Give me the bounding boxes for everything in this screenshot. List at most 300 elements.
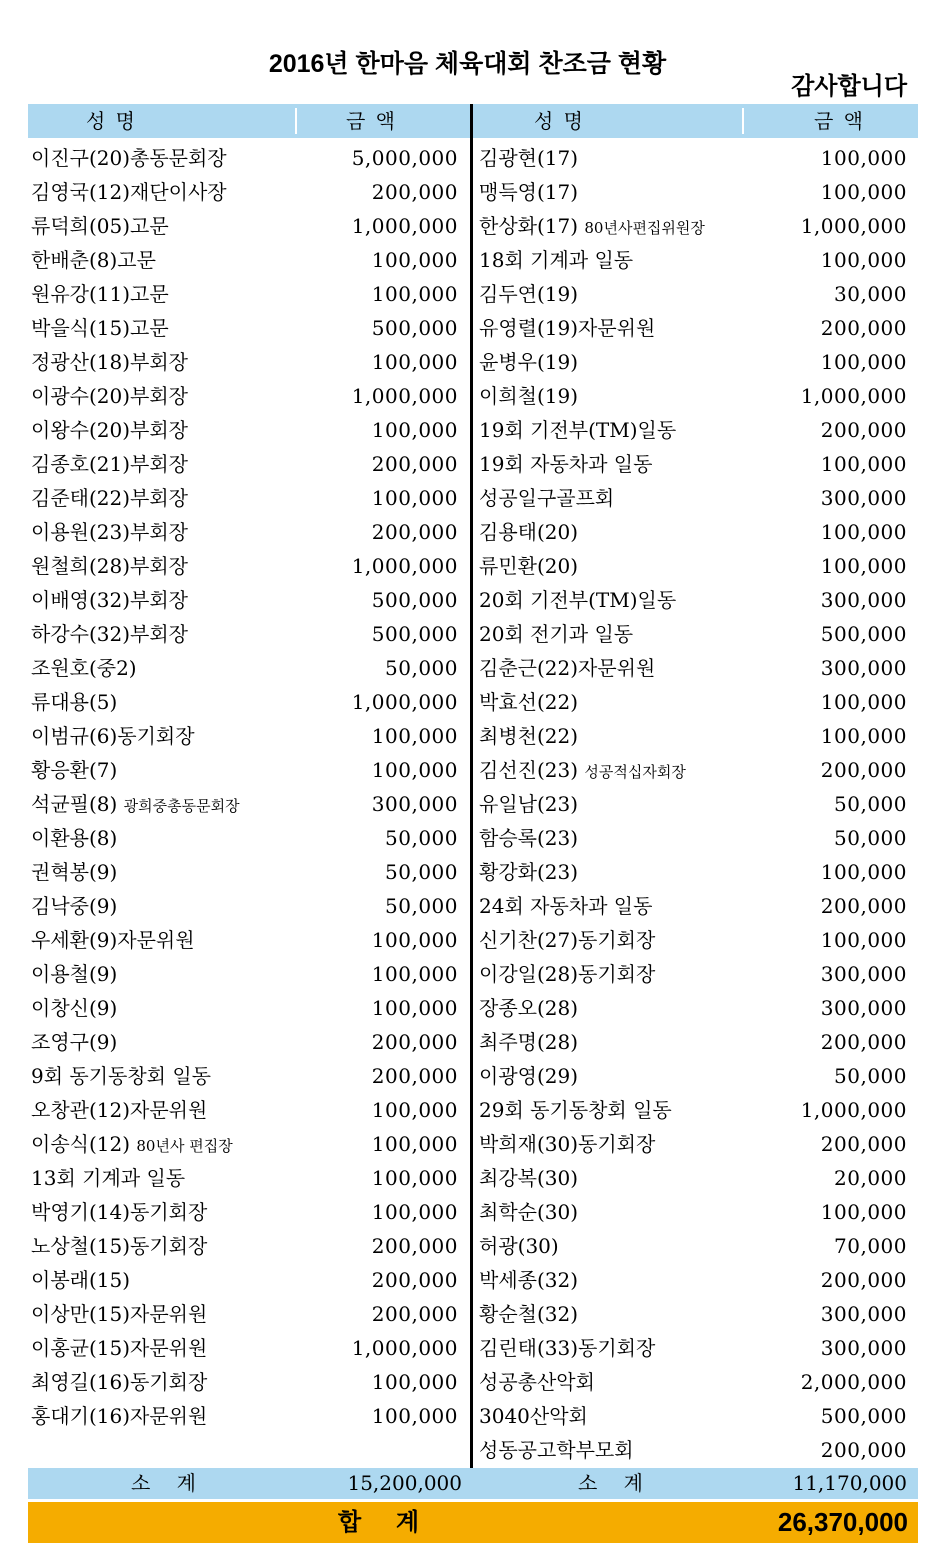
donation-amount: 200,000 (820, 1132, 907, 1156)
table-row (476, 1229, 907, 1263)
donor-name-text: 이창신(9) (31, 996, 118, 1020)
table-row (476, 685, 907, 719)
donation-amount: 200,000 (820, 418, 907, 442)
donor-name (31, 991, 117, 1025)
table-row (28, 515, 458, 549)
donor-name-text: 성동공고학부모회 (479, 1438, 634, 1462)
donor-name-text: 오창관(12)자문위원 (31, 1098, 208, 1122)
table-row (476, 1399, 907, 1433)
table-row (476, 209, 907, 243)
donation-amount: 200,000 (371, 1268, 458, 1292)
donor-name-text: 정광산(18)부회장 (31, 350, 188, 374)
donor-name (31, 753, 117, 787)
table-row (476, 481, 907, 515)
donation-amount: 300,000 (820, 996, 907, 1020)
donor-name-text: 김낙중(9) (31, 894, 118, 918)
donor-name-text: 이희철(19) (479, 384, 579, 408)
header-divider (295, 108, 297, 134)
donor-name-text: 이환용(8) (31, 826, 118, 850)
table-row (28, 855, 458, 889)
donor-name-text: 김용태(20) (479, 520, 579, 544)
total-value: 26,370,000 (777, 1507, 908, 1537)
donation-amount: 50,000 (385, 656, 458, 680)
table-row (476, 923, 907, 957)
donor-name (479, 685, 578, 719)
donor-name (479, 889, 652, 923)
donor-name-text: 19회 자동차과 일동 (479, 452, 653, 476)
donation-amount: 30,000 (834, 282, 907, 306)
donor-name (479, 1025, 578, 1059)
table-row (476, 855, 907, 889)
subtotal-label-right: 소 계 (578, 1471, 653, 1495)
donation-amount: 100,000 (371, 350, 458, 374)
table-row (476, 991, 907, 1025)
donor-name-text: 장종오(28) (479, 996, 579, 1020)
donor-name (31, 787, 240, 823)
table-row (28, 617, 458, 651)
donor-name (31, 1331, 207, 1365)
table-row (476, 821, 907, 855)
total-row (28, 1502, 918, 1543)
donation-amount: 200,000 (820, 894, 907, 918)
table-row (476, 957, 907, 991)
table-row (28, 447, 458, 481)
donation-amount: 100,000 (820, 248, 907, 272)
donation-amount: 200,000 (371, 520, 458, 544)
table-row (28, 175, 458, 209)
donation-amount: 1,000,000 (800, 384, 907, 408)
donor-name (479, 1093, 672, 1127)
table-row (28, 1331, 458, 1365)
table-row (476, 1433, 907, 1467)
donor-name-text: 우세환(9)자문위원 (31, 928, 195, 952)
donor-name-text: 박영기(14)동기회장 (31, 1200, 208, 1224)
donor-name (479, 1365, 595, 1399)
donor-name-text: 박세종(32) (479, 1268, 579, 1292)
donation-amount: 50,000 (385, 860, 458, 884)
donor-name-text: 13회 기계과 일동 (31, 1166, 186, 1190)
donation-amount: 5,000,000 (351, 146, 458, 170)
donor-name-text: 김광현(17) (479, 146, 579, 170)
donor-name-text: 이용철(9) (31, 962, 118, 986)
donation-amount: 100,000 (820, 1200, 907, 1224)
table-row (476, 617, 907, 651)
donor-name-text: 윤병우(19) (479, 350, 579, 374)
donor-name-text: 조원호(중2) (31, 656, 137, 680)
table-row (476, 753, 907, 787)
donor-name-text: 석균필(8) (31, 792, 118, 816)
donation-amount: 100,000 (371, 1370, 458, 1394)
donor-name (31, 1365, 207, 1399)
subtotal-value-right: 11,170,000 (792, 1471, 907, 1495)
table-row (28, 413, 458, 447)
donor-name-text: 황순철(32) (479, 1302, 579, 1326)
table-row (476, 1127, 907, 1161)
donor-name-text: 이범규(6)동기회장 (31, 724, 195, 748)
header-divider (742, 108, 744, 134)
donor-name (479, 141, 578, 175)
donor-name-text: 김영국(12)재단이사장 (31, 180, 227, 204)
donation-amount: 100,000 (820, 520, 907, 544)
table-row (28, 243, 458, 277)
donor-name (479, 1263, 578, 1297)
donation-amount: 200,000 (820, 1030, 907, 1054)
donation-amount: 20,000 (834, 1166, 907, 1190)
table-row (28, 719, 458, 753)
donor-name (479, 787, 578, 821)
donation-amount: 100,000 (371, 996, 458, 1020)
donor-name (479, 1229, 559, 1263)
donor-name (31, 617, 188, 651)
table-row (476, 651, 907, 685)
donor-name (31, 583, 188, 617)
donor-name (31, 719, 195, 753)
donor-name-text: 이광영(29) (479, 1064, 579, 1088)
table-row (476, 311, 907, 345)
table-row (28, 1399, 458, 1433)
table-row (28, 991, 458, 1025)
donor-name (479, 753, 686, 789)
donor-name (31, 1297, 207, 1331)
donation-amount: 50,000 (385, 894, 458, 918)
donor-name-text: 박희재(30)동기회장 (479, 1132, 656, 1156)
donor-name-text: 이배영(32)부회장 (31, 588, 188, 612)
donor-name (31, 1059, 211, 1093)
donor-name-text: 29회 동기동창회 일동 (479, 1098, 672, 1122)
donor-name (479, 481, 614, 515)
donation-amount: 200,000 (820, 316, 907, 340)
donation-amount: 500,000 (820, 1404, 907, 1428)
table-row (28, 923, 458, 957)
donation-amount: 200,000 (820, 758, 907, 782)
donor-name-text: 김준태(22)부회장 (31, 486, 188, 510)
donation-amount: 100,000 (371, 486, 458, 510)
table-row (476, 1093, 907, 1127)
table-header (28, 104, 918, 138)
table-row (28, 957, 458, 991)
donor-name-text: 이상만(15)자문위원 (31, 1302, 208, 1326)
donation-amount: 100,000 (820, 350, 907, 374)
donation-amount: 100,000 (820, 690, 907, 714)
donor-name-text: 신기찬(27)동기회장 (479, 928, 656, 952)
donor-name (479, 311, 655, 345)
donor-name (31, 1161, 185, 1195)
donor-name-text: 성공총산악회 (479, 1370, 595, 1394)
donor-name-text: 황강화(23) (479, 860, 579, 884)
table-row (28, 311, 458, 345)
table-row (28, 549, 458, 583)
donor-name-text: 20회 전기과 일동 (479, 622, 634, 646)
donation-amount: 300,000 (820, 962, 907, 986)
donor-name-text: 권혁봉(9) (31, 860, 118, 884)
donation-amount: 70,000 (834, 1234, 907, 1258)
donor-name-text: 김린태(33)동기회장 (479, 1336, 656, 1360)
table-row (476, 413, 907, 447)
donation-amount: 2,000,000 (800, 1370, 907, 1394)
donation-amount: 100,000 (820, 928, 907, 952)
donor-name-text: 홍대기(16)자문위원 (31, 1404, 208, 1428)
table-row (476, 1263, 907, 1297)
donor-note: 80년사편집위원장 (584, 219, 705, 237)
donor-name-text: 한배춘(8)고문 (31, 248, 156, 272)
donor-name-text: 20회 기전부(TM)일동 (479, 588, 677, 612)
donor-name (31, 515, 188, 549)
donation-amount: 500,000 (371, 622, 458, 646)
page-title: 2016년 한마음 체육대회 찬조금 현황 (268, 50, 667, 78)
table-row (476, 889, 907, 923)
table-row (28, 379, 458, 413)
table-row (476, 277, 907, 311)
donor-name (479, 515, 578, 549)
donor-note: 성공적십자회장 (584, 763, 686, 781)
table-row (28, 1229, 458, 1263)
donor-note: 광희중총동문회장 (123, 797, 240, 815)
donor-name (31, 209, 169, 243)
donor-name-text: 이왕수(20)부회장 (31, 418, 188, 442)
donor-name (479, 277, 578, 311)
donation-amount: 100,000 (371, 928, 458, 952)
header-amount-right: 금 액 (814, 109, 865, 133)
table-row (476, 515, 907, 549)
donation-amount: 300,000 (820, 1336, 907, 1360)
donor-name-text: 최병천(22) (479, 724, 579, 748)
donation-amount: 100,000 (820, 554, 907, 578)
donor-name (479, 1331, 655, 1365)
donor-name (31, 685, 117, 719)
donor-name-text: 최주명(28) (479, 1030, 579, 1054)
table-row (476, 1025, 907, 1059)
donor-name (31, 889, 117, 923)
donor-name (31, 481, 188, 515)
donor-name-text: 이광수(20)부회장 (31, 384, 188, 408)
donor-name-text: 황응환(7) (31, 758, 118, 782)
donor-name (479, 651, 655, 685)
donor-name (479, 1297, 578, 1331)
donor-name (31, 141, 227, 175)
donor-name (479, 957, 655, 991)
donation-amount: 50,000 (834, 1064, 907, 1088)
table-row (476, 379, 907, 413)
donor-name (31, 243, 156, 277)
donation-amount: 1,000,000 (351, 690, 458, 714)
donor-name (31, 175, 227, 209)
donation-amount: 300,000 (820, 588, 907, 612)
donor-name-text: 김선진(23) (479, 758, 579, 782)
table-row (28, 821, 458, 855)
donation-amount: 200,000 (820, 1268, 907, 1292)
donor-name-text: 원철희(28)부회장 (31, 554, 188, 578)
donation-amount: 300,000 (371, 792, 458, 816)
donor-name-text: 최학순(30) (479, 1200, 579, 1224)
table-row (476, 175, 907, 209)
header-amount-left: 금 액 (346, 109, 397, 133)
table-row (476, 1059, 907, 1093)
donation-amount: 200,000 (371, 452, 458, 476)
table-row (476, 549, 907, 583)
donation-amount: 1,000,000 (351, 1336, 458, 1360)
donor-name (479, 1161, 578, 1195)
donation-amount: 100,000 (820, 180, 907, 204)
donor-name (31, 1025, 117, 1059)
table-row (28, 1297, 458, 1331)
table-row (28, 583, 458, 617)
donation-amount: 500,000 (371, 588, 458, 612)
table-row (28, 1365, 458, 1399)
donor-name-text: 박을식(15)고문 (31, 316, 169, 340)
donor-name (31, 1399, 207, 1433)
donation-amount: 100,000 (371, 282, 458, 306)
table-row (476, 447, 907, 481)
donation-amount: 500,000 (371, 316, 458, 340)
donation-amount: 200,000 (371, 1030, 458, 1054)
donor-name (479, 413, 676, 447)
table-row (476, 787, 907, 821)
donor-name (31, 651, 137, 685)
donation-amount: 100,000 (371, 1132, 458, 1156)
donor-name (31, 1263, 130, 1297)
donor-name-text: 하강수(32)부회장 (31, 622, 188, 646)
table-row (476, 1297, 907, 1331)
table-row (476, 1365, 907, 1399)
left-column (28, 141, 458, 1433)
donor-name-text: 성공일구골프회 (479, 486, 615, 510)
donation-amount: 300,000 (820, 486, 907, 510)
donor-name-text: 3040산악회 (479, 1404, 588, 1428)
table-row (28, 1025, 458, 1059)
header-name-left: 성 명 (86, 109, 137, 133)
donation-amount: 50,000 (385, 826, 458, 850)
donor-name (31, 1127, 233, 1163)
donation-amount: 1,000,000 (351, 554, 458, 578)
donor-name (479, 855, 578, 889)
donation-amount: 100,000 (371, 1200, 458, 1224)
donor-name-text: 원유강(11)고문 (31, 282, 169, 306)
donor-name (479, 1127, 655, 1161)
table-row (476, 1195, 907, 1229)
donation-amount: 200,000 (371, 1302, 458, 1326)
donor-name-text: 맹득영(17) (479, 180, 579, 204)
donor-name-text: 한상화(17) (479, 214, 579, 238)
donor-name (479, 209, 705, 245)
header-name-right: 성 명 (534, 109, 585, 133)
table-row (476, 345, 907, 379)
donor-name-text: 박효선(22) (479, 690, 579, 714)
table-row (28, 1195, 458, 1229)
donor-name (479, 549, 578, 583)
donor-name (479, 345, 578, 379)
donor-name (31, 923, 195, 957)
donor-name (31, 1093, 207, 1127)
table-row (28, 209, 458, 243)
donor-name-text: 유영렬(19)자문위원 (479, 316, 656, 340)
donor-name-text: 노상철(15)동기회장 (31, 1234, 208, 1258)
donor-name (479, 379, 578, 413)
donor-name-text: 이홍균(15)자문위원 (31, 1336, 208, 1360)
donation-amount: 500,000 (820, 622, 907, 646)
donor-name (31, 821, 117, 855)
table-row (476, 141, 907, 175)
donor-name-text: 허광(30) (479, 1234, 559, 1258)
donation-amount: 100,000 (371, 962, 458, 986)
donor-name (31, 1195, 207, 1229)
table-row (28, 1263, 458, 1297)
donation-amount: 100,000 (820, 724, 907, 748)
donor-name-text: 이용원(23)부회장 (31, 520, 188, 544)
center-divider (470, 104, 473, 1498)
donor-name (479, 583, 676, 617)
donor-name-text: 18회 기계과 일동 (479, 248, 634, 272)
subtotal-label-left: 소 계 (131, 1471, 206, 1495)
table-row (476, 719, 907, 753)
table-row (28, 1161, 458, 1195)
donation-amount: 100,000 (371, 418, 458, 442)
donation-amount: 100,000 (371, 1166, 458, 1190)
table-row (28, 753, 458, 787)
donation-amount: 200,000 (371, 1234, 458, 1258)
donation-amount: 100,000 (371, 1098, 458, 1122)
donor-name (31, 549, 188, 583)
donor-name-text: 류덕희(05)고문 (31, 214, 169, 238)
donation-amount: 1,000,000 (351, 384, 458, 408)
donor-name-text: 24회 자동차과 일동 (479, 894, 653, 918)
donor-name (31, 311, 169, 345)
table-row (28, 1093, 458, 1127)
donation-amount: 200,000 (820, 1438, 907, 1462)
donor-name-text: 이강일(28)동기회장 (479, 962, 656, 986)
donor-name (31, 957, 117, 991)
table-row (28, 685, 458, 719)
donor-name-text: 류민환(20) (479, 554, 579, 578)
donor-name-text: 김두연(19) (479, 282, 579, 306)
donor-name (479, 1059, 578, 1093)
donor-name (479, 1195, 578, 1229)
donor-name-text: 김춘근(22)자문위원 (479, 656, 656, 680)
donor-name (479, 719, 578, 753)
donor-name (31, 1229, 207, 1263)
table-row (28, 345, 458, 379)
right-column (476, 141, 907, 1467)
total-label: 합 계 (338, 1509, 434, 1536)
donor-name (479, 1399, 588, 1433)
donor-name (31, 447, 188, 481)
table-row (476, 1161, 907, 1195)
donor-name (31, 413, 188, 447)
donor-name-text: 9회 동기동창회 일동 (31, 1064, 211, 1088)
table-row (28, 1127, 458, 1161)
table-row (476, 583, 907, 617)
donor-name-text: 김종호(21)부회장 (31, 452, 188, 476)
donation-amount: 50,000 (834, 792, 907, 816)
donation-amount: 100,000 (820, 146, 907, 170)
donation-amount: 1,000,000 (800, 214, 907, 238)
donation-amount: 100,000 (371, 248, 458, 272)
donor-name-text: 류대용(5) (31, 690, 118, 714)
donor-name (31, 855, 117, 889)
subtotal-row (28, 1468, 918, 1499)
thanks-text: 감사합니다 (791, 73, 907, 100)
donor-name-text: 최영길(16)동기회장 (31, 1370, 208, 1394)
donor-name-text: 이송식(12) (31, 1132, 131, 1156)
donor-name (31, 379, 188, 413)
donation-amount: 100,000 (820, 452, 907, 476)
donation-amount: 300,000 (820, 1302, 907, 1326)
donation-amount: 50,000 (834, 826, 907, 850)
donor-name (479, 991, 578, 1025)
donor-name (479, 923, 655, 957)
table-row (476, 1331, 907, 1365)
donation-amount: 200,000 (371, 1064, 458, 1088)
donor-name-text: 유일남(23) (479, 792, 579, 816)
